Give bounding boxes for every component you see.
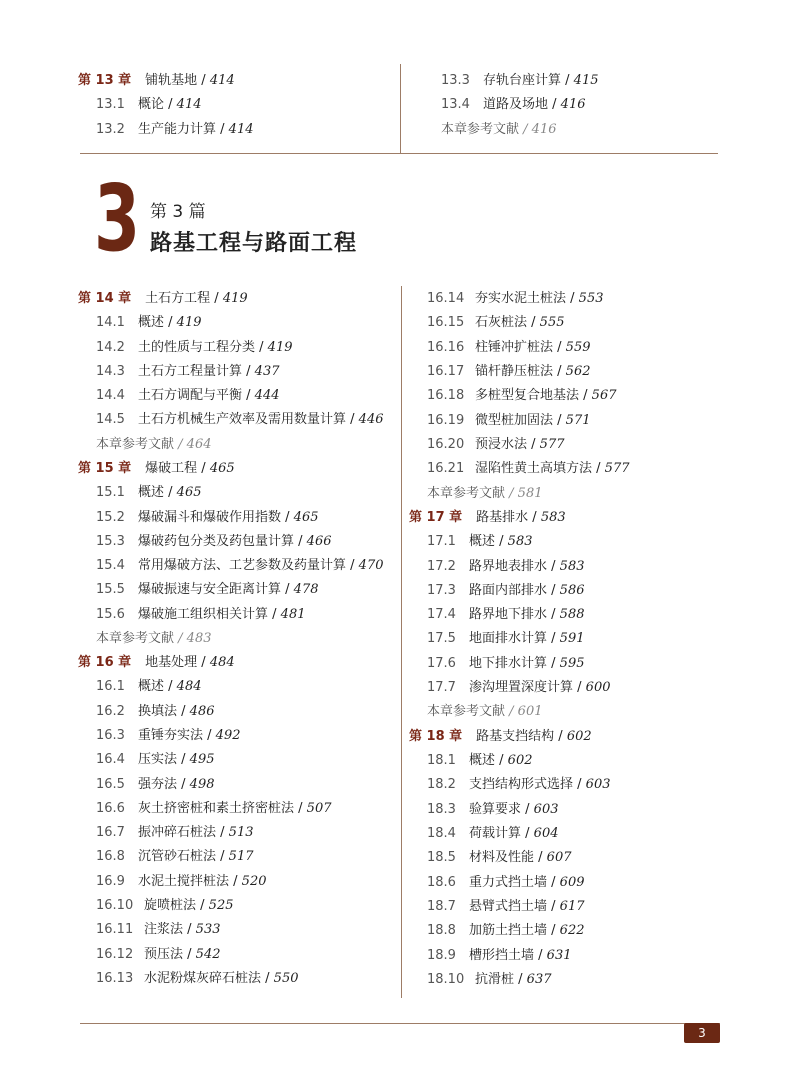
- section-title: 支挡结构形式选择: [469, 777, 574, 793]
- page-ref: 495: [189, 752, 215, 768]
- section-number: 15.2: [96, 509, 125, 525]
- section-number: 14.2: [96, 339, 125, 355]
- section-number: 18.7: [427, 899, 456, 914]
- section-number: 16.12: [96, 946, 134, 962]
- section-title: 土的性质与工程分类: [138, 339, 256, 355]
- column-divider-top: [400, 64, 401, 154]
- toc-section-entry: 18.10 抗滑桩 / 637: [427, 971, 552, 987]
- page-ref: 486: [189, 703, 215, 719]
- section-title: 爆破振速与安全距离计算: [138, 582, 282, 598]
- toc-references-entry: 本章参考文献 / 416: [441, 121, 557, 137]
- toc-section-entry: 14.4 土石方调配与平衡 / 444: [96, 388, 280, 404]
- page-ref: 583: [507, 534, 533, 550]
- toc-section-entry: 17.4 路界地下排水 / 588: [427, 607, 585, 623]
- references-title: 本章参考文献: [427, 485, 506, 501]
- section-title: 概论: [138, 97, 165, 113]
- section-number: 18.4: [427, 826, 456, 842]
- section-number: 14.5: [96, 412, 125, 428]
- page-ref: 465: [209, 460, 235, 476]
- toc-section-entry: 13.1 概论 / 414: [96, 97, 202, 113]
- section-number: 13.1: [96, 97, 125, 113]
- toc-section-entry: 18.3 验算要求 / 603: [427, 801, 559, 817]
- page-ref: 555: [539, 315, 565, 331]
- section-number: 17.1: [427, 534, 456, 550]
- section-title: 存轨台座计算: [483, 73, 562, 88]
- section-title: 柱锤冲扩桩法: [475, 339, 554, 355]
- toc-section-entry: 18.4 荷载计算 / 604: [427, 826, 559, 842]
- chapter-title: 土石方工程: [145, 291, 211, 306]
- section-number: 17.2: [427, 558, 456, 574]
- toc-chapter-entry: 第 16 章 地基处理 / 484: [78, 655, 235, 671]
- toc-section-entry: 16.13 水泥粉煤灰碎石桩法 / 550: [96, 970, 299, 986]
- section-title: 荷载计算: [469, 826, 522, 842]
- page-ref: 414: [176, 97, 202, 113]
- page-ref: 517: [228, 849, 254, 865]
- chapter-number: 第 17 章: [409, 509, 463, 525]
- part-title: 路基工程与路面工程: [150, 231, 358, 256]
- page-ref: 550: [273, 970, 299, 986]
- section-number: 16.2: [96, 703, 125, 719]
- section-title: 土石方调配与平衡: [138, 388, 243, 404]
- page-ref: 571: [565, 412, 591, 428]
- section-number: 18.10: [427, 971, 465, 987]
- section-number: 16.19: [427, 412, 465, 428]
- page-ref: 581: [517, 485, 543, 501]
- section-number: 16.20: [427, 436, 465, 452]
- section-number: 15.6: [96, 606, 125, 622]
- section-title: 湿陷性黄土高填方法: [475, 461, 593, 477]
- chapter-number: 第 15 章: [78, 460, 132, 476]
- page-ref: 446: [358, 412, 384, 428]
- section-title: 路面内部排水: [469, 582, 548, 598]
- page-ref: 591: [559, 631, 585, 647]
- page-ref: 586: [559, 582, 585, 598]
- section-number: 16.8: [96, 849, 125, 865]
- section-number: 13.3: [441, 73, 470, 88]
- chapter-number: 第 13 章: [78, 73, 132, 88]
- section-number: 15.4: [96, 558, 125, 574]
- toc-section-entry: 16.14 夯实水泥土桩法 / 553: [427, 291, 604, 306]
- section-number: 16.16: [427, 339, 465, 355]
- references-title: 本章参考文献: [96, 630, 175, 646]
- section-title: 爆破药包分类及药包量计算: [138, 533, 295, 549]
- toc-references-entry: 本章参考文献 / 483: [96, 630, 212, 646]
- section-number: 17.4: [427, 607, 456, 623]
- page-ref: 602: [566, 728, 592, 744]
- section-title: 槽形挡土墙: [469, 947, 535, 963]
- section-number: 16.13: [96, 970, 134, 986]
- toc-section-entry: 18.1 概述 / 602: [427, 753, 533, 769]
- toc-section-entry: 13.3 存轨台座计算 / 415: [441, 73, 599, 88]
- section-title: 水泥粉煤灰碎石桩法: [144, 970, 262, 986]
- page-ref: 414: [209, 73, 235, 88]
- section-number: 16.7: [96, 825, 125, 841]
- chapter-title: 铺轨基地: [145, 73, 198, 88]
- toc-section-entry: 16.11 注浆法 / 533: [96, 922, 221, 938]
- page-ref: 602: [507, 753, 533, 769]
- page-ref: 483: [186, 630, 212, 646]
- section-title: 概述: [138, 679, 165, 695]
- section-title: 生产能力计算: [138, 121, 217, 137]
- page-ref: 533: [195, 922, 221, 938]
- section-number: 16.6: [96, 800, 125, 816]
- page-ref: 464: [186, 436, 212, 452]
- section-title: 地下排水计算: [469, 655, 548, 671]
- section-number: 18.3: [427, 801, 456, 817]
- part-number: 3: [94, 165, 139, 272]
- section-number: 16.10: [96, 898, 134, 913]
- section-number: 16.11: [96, 922, 134, 938]
- section-number: 16.14: [427, 291, 465, 306]
- section-number: 16.3: [96, 728, 125, 744]
- section-title: 爆破施工组织相关计算: [138, 606, 269, 622]
- section-title: 重锤夯实法: [138, 728, 204, 744]
- toc-section-entry: 16.1 概述 / 484: [96, 679, 202, 695]
- page-ref: 553: [578, 291, 604, 306]
- toc-references-entry: 本章参考文献 / 464: [96, 436, 212, 452]
- section-title: 土石方工程量计算: [138, 363, 243, 379]
- references-title: 本章参考文献: [427, 704, 506, 720]
- page-ref: 601: [517, 704, 543, 720]
- toc-section-entry: 17.6 地下排水计算 / 595: [427, 655, 585, 671]
- section-number: 16.18: [427, 388, 465, 404]
- chapter-number: 第 18 章: [409, 728, 463, 744]
- toc-chapter-entry: 第 18 章 路基支挡结构 / 602: [409, 728, 592, 744]
- section-title: 地面排水计算: [469, 631, 548, 647]
- part-label: 第 3 篇: [150, 202, 206, 222]
- page-ref: 542: [195, 946, 221, 962]
- section-title: 渗沟埋置深度计算: [469, 680, 574, 696]
- section-title: 预浸水法: [475, 436, 528, 452]
- toc-section-entry: 13.2 生产能力计算 / 414: [96, 121, 254, 137]
- toc-section-entry: 14.3 土石方工程量计算 / 437: [96, 363, 280, 379]
- column-divider-main: [401, 286, 402, 998]
- section-number: 17.5: [427, 631, 456, 647]
- section-number: 16.15: [427, 315, 465, 331]
- page-ref: 465: [293, 509, 319, 525]
- chapter-title: 路基支挡结构: [476, 728, 555, 744]
- toc-section-entry: 16.9 水泥土搅拌桩法 / 520: [96, 873, 267, 889]
- section-title: 灰土挤密桩和素土挤密桩法: [138, 800, 295, 816]
- toc-section-entry: 16.12 预压法 / 542: [96, 946, 221, 962]
- section-title: 材料及性能: [469, 850, 535, 866]
- toc-section-entry: 15.4 常用爆破方法、工艺参数及药量计算 / 470: [96, 558, 384, 574]
- toc-section-entry: 17.7 渗沟埋置深度计算 / 600: [427, 680, 611, 696]
- section-title: 注浆法: [144, 922, 184, 938]
- toc-section-entry: 18.2 支挡结构形式选择 / 603: [427, 777, 611, 793]
- section-title: 沉管砂石桩法: [138, 849, 217, 865]
- section-title: 水泥土搅拌桩法: [138, 873, 230, 889]
- toc-section-entry: 16.4 压实法 / 495: [96, 752, 215, 768]
- toc-chapter-entry: 第 14 章 土石方工程 / 419: [78, 291, 248, 306]
- page-ref: 595: [559, 655, 585, 671]
- page-ref: 562: [565, 363, 591, 379]
- page-ref: 466: [306, 533, 332, 549]
- toc-section-entry: 15.3 爆破药包分类及药包量计算 / 466: [96, 533, 332, 549]
- toc-section-entry: 13.4 道路及场地 / 416: [441, 97, 586, 113]
- section-number: 18.9: [427, 947, 456, 963]
- toc-section-entry: 14.5 土石方机械生产效率及需用数量计算 / 446: [96, 412, 384, 428]
- section-number: 14.4: [96, 388, 125, 404]
- page-ref: 416: [560, 97, 586, 113]
- section-title: 概述: [138, 315, 165, 331]
- section-title: 加筋土挡土墙: [469, 923, 548, 939]
- page-ref: 631: [546, 947, 572, 963]
- section-title: 路界地下排水: [469, 607, 548, 623]
- page-ref: 484: [176, 679, 202, 695]
- section-title: 石灰桩法: [475, 315, 528, 331]
- page-ref: 525: [208, 898, 234, 913]
- chapter-number: 第 14 章: [78, 291, 132, 306]
- section-title: 道路及场地: [483, 97, 549, 113]
- chapter-title: 路基排水: [476, 509, 529, 525]
- section-title: 概述: [138, 485, 165, 501]
- section-title: 预压法: [144, 946, 184, 962]
- page-ref: 583: [559, 558, 585, 574]
- page-ref: 603: [533, 801, 559, 817]
- toc-section-entry: 15.5 爆破振速与安全距离计算 / 478: [96, 582, 319, 598]
- toc-section-entry: 16.18 多桩型复合地基法 / 567: [427, 388, 617, 404]
- page-ref: 498: [189, 776, 215, 792]
- toc-references-entry: 本章参考文献 / 581: [427, 485, 543, 501]
- page-ref: 577: [604, 461, 630, 477]
- page-ref: 604: [533, 826, 559, 842]
- page-ref: 416: [531, 121, 557, 137]
- page-number-badge: 3: [684, 1023, 720, 1043]
- page-ref: 637: [526, 971, 552, 987]
- toc-references-entry: 本章参考文献 / 601: [427, 704, 543, 720]
- section-number: 18.5: [427, 850, 456, 866]
- section-title: 概述: [469, 753, 496, 769]
- section-title: 爆破漏斗和爆破作用指数: [138, 509, 282, 525]
- page-ref: 481: [280, 606, 306, 622]
- section-title: 旋喷桩法: [144, 898, 197, 913]
- section-number: 13.4: [441, 97, 470, 113]
- chapter-number: 第 16 章: [78, 655, 132, 671]
- toc-section-entry: 16.3 重锤夯实法 / 492: [96, 728, 241, 744]
- toc-section-entry: 17.3 路面内部排水 / 586: [427, 582, 585, 598]
- section-title: 路界地表排水: [469, 558, 548, 574]
- page-ref: 419: [222, 291, 248, 306]
- page-ref: 607: [546, 850, 572, 866]
- page-ref: 609: [559, 874, 585, 890]
- toc-section-entry: 16.6 灰土挤密桩和素土挤密桩法 / 507: [96, 800, 332, 816]
- section-number: 16.1: [96, 679, 125, 695]
- section-number: 17.7: [427, 680, 456, 696]
- section-number: 18.2: [427, 777, 456, 793]
- page-ref: 414: [228, 121, 254, 137]
- page-ref: 478: [293, 582, 319, 598]
- section-title: 抗滑桩: [475, 971, 515, 987]
- page-ref: 444: [254, 388, 280, 404]
- toc-section-entry: 16.19 微型桩加固法 / 571: [427, 412, 591, 428]
- toc-chapter-entry: 第 13 章 铺轨基地 / 414: [78, 73, 235, 88]
- section-number: 18.6: [427, 874, 456, 890]
- page-ref: 622: [559, 923, 585, 939]
- section-number: 17.6: [427, 655, 456, 671]
- section-title: 夯实水泥土桩法: [475, 291, 567, 306]
- top-section-rule: [80, 153, 718, 154]
- page-ref: 507: [306, 800, 332, 816]
- toc-section-entry: 18.9 槽形挡土墙 / 631: [427, 947, 572, 963]
- section-title: 振冲碎石桩法: [138, 825, 217, 841]
- section-number: 15.3: [96, 533, 125, 549]
- section-title: 土石方机械生产效率及需用数量计算: [138, 412, 347, 428]
- section-number: 16.21: [427, 461, 465, 477]
- toc-section-entry: 16.17 锚杆静压桩法 / 562: [427, 363, 591, 379]
- section-title: 悬臂式挡土墙: [469, 899, 548, 914]
- section-title: 多桩型复合地基法: [475, 388, 580, 404]
- toc-section-entry: 16.10 旋喷桩法 / 525: [96, 898, 234, 913]
- toc-section-entry: 17.2 路界地表排水 / 583: [427, 558, 585, 574]
- page-ref: 419: [176, 315, 202, 331]
- section-number: 16.17: [427, 363, 465, 379]
- section-number: 17.3: [427, 582, 456, 598]
- references-title: 本章参考文献: [441, 121, 520, 137]
- toc-section-entry: 15.6 爆破施工组织相关计算 / 481: [96, 606, 306, 622]
- section-title: 锚杆静压桩法: [475, 363, 554, 379]
- toc-section-entry: 16.7 振冲碎石桩法 / 513: [96, 825, 254, 841]
- toc-section-entry: 17.1 概述 / 583: [427, 534, 533, 550]
- footer-rule: [80, 1023, 720, 1024]
- page-ref: 617: [559, 899, 585, 914]
- page-ref: 583: [540, 509, 566, 525]
- toc-section-entry: 18.8 加筋土挡土墙 / 622: [427, 923, 585, 939]
- page-ref: 415: [573, 73, 599, 88]
- section-title: 强夯法: [138, 776, 178, 792]
- section-number: 18.1: [427, 753, 456, 769]
- toc-section-entry: 16.8 沉管砂石桩法 / 517: [96, 849, 254, 865]
- section-number: 15.5: [96, 582, 125, 598]
- toc-section-entry: 14.1 概述 / 419: [96, 315, 202, 331]
- toc-section-entry: 16.2 换填法 / 486: [96, 703, 215, 719]
- section-number: 13.2: [96, 121, 125, 137]
- page-ref: 559: [565, 339, 591, 355]
- toc-section-entry: 18.5 材料及性能 / 607: [427, 850, 572, 866]
- toc-section-entry: 16.21 湿陷性黄土高填方法 / 577: [427, 461, 630, 477]
- section-number: 16.9: [96, 873, 125, 889]
- page-ref: 600: [585, 680, 611, 696]
- toc-chapter-entry: 第 17 章 路基排水 / 583: [409, 509, 566, 525]
- page-ref: 492: [215, 728, 241, 744]
- section-title: 验算要求: [469, 801, 522, 817]
- section-title: 重力式挡土墙: [469, 874, 548, 890]
- page-ref: 603: [585, 777, 611, 793]
- toc-section-entry: 14.2 土的性质与工程分类 / 419: [96, 339, 293, 355]
- toc-chapter-entry: 第 15 章 爆破工程 / 465: [78, 460, 235, 476]
- page-ref: 577: [539, 436, 565, 452]
- section-title: 换填法: [138, 703, 178, 719]
- toc-section-entry: 18.7 悬臂式挡土墙 / 617: [427, 899, 585, 914]
- page-ref: 567: [591, 388, 617, 404]
- section-number: 14.3: [96, 363, 125, 379]
- page-ref: 513: [228, 825, 254, 841]
- chapter-title: 爆破工程: [145, 460, 198, 476]
- section-number: 18.8: [427, 923, 456, 939]
- section-title: 压实法: [138, 752, 178, 768]
- page-ref: 520: [241, 873, 267, 889]
- section-number: 16.4: [96, 752, 125, 768]
- page-ref: 484: [209, 655, 235, 671]
- section-title: 概述: [469, 534, 496, 550]
- page-ref: 588: [559, 607, 585, 623]
- section-number: 16.5: [96, 776, 125, 792]
- toc-section-entry: 15.1 概述 / 465: [96, 485, 202, 501]
- chapter-title: 地基处理: [145, 655, 198, 671]
- toc-section-entry: 17.5 地面排水计算 / 591: [427, 631, 585, 647]
- references-title: 本章参考文献: [96, 436, 175, 452]
- toc-section-entry: 18.6 重力式挡土墙 / 609: [427, 874, 585, 890]
- page-ref: 465: [176, 485, 202, 501]
- page-ref: 437: [254, 363, 280, 379]
- page-ref: 470: [358, 558, 384, 574]
- toc-section-entry: 16.15 石灰桩法 / 555: [427, 315, 565, 331]
- page-ref: 419: [267, 339, 293, 355]
- toc-section-entry: 16.16 柱锤冲扩桩法 / 559: [427, 339, 591, 355]
- section-title: 微型桩加固法: [475, 412, 554, 428]
- section-number: 15.1: [96, 485, 125, 501]
- section-title: 常用爆破方法、工艺参数及药量计算: [138, 558, 347, 574]
- toc-section-entry: 16.20 预浸水法 / 577: [427, 436, 565, 452]
- toc-section-entry: 15.2 爆破漏斗和爆破作用指数 / 465: [96, 509, 319, 525]
- toc-section-entry: 16.5 强夯法 / 498: [96, 776, 215, 792]
- section-number: 14.1: [96, 315, 125, 331]
